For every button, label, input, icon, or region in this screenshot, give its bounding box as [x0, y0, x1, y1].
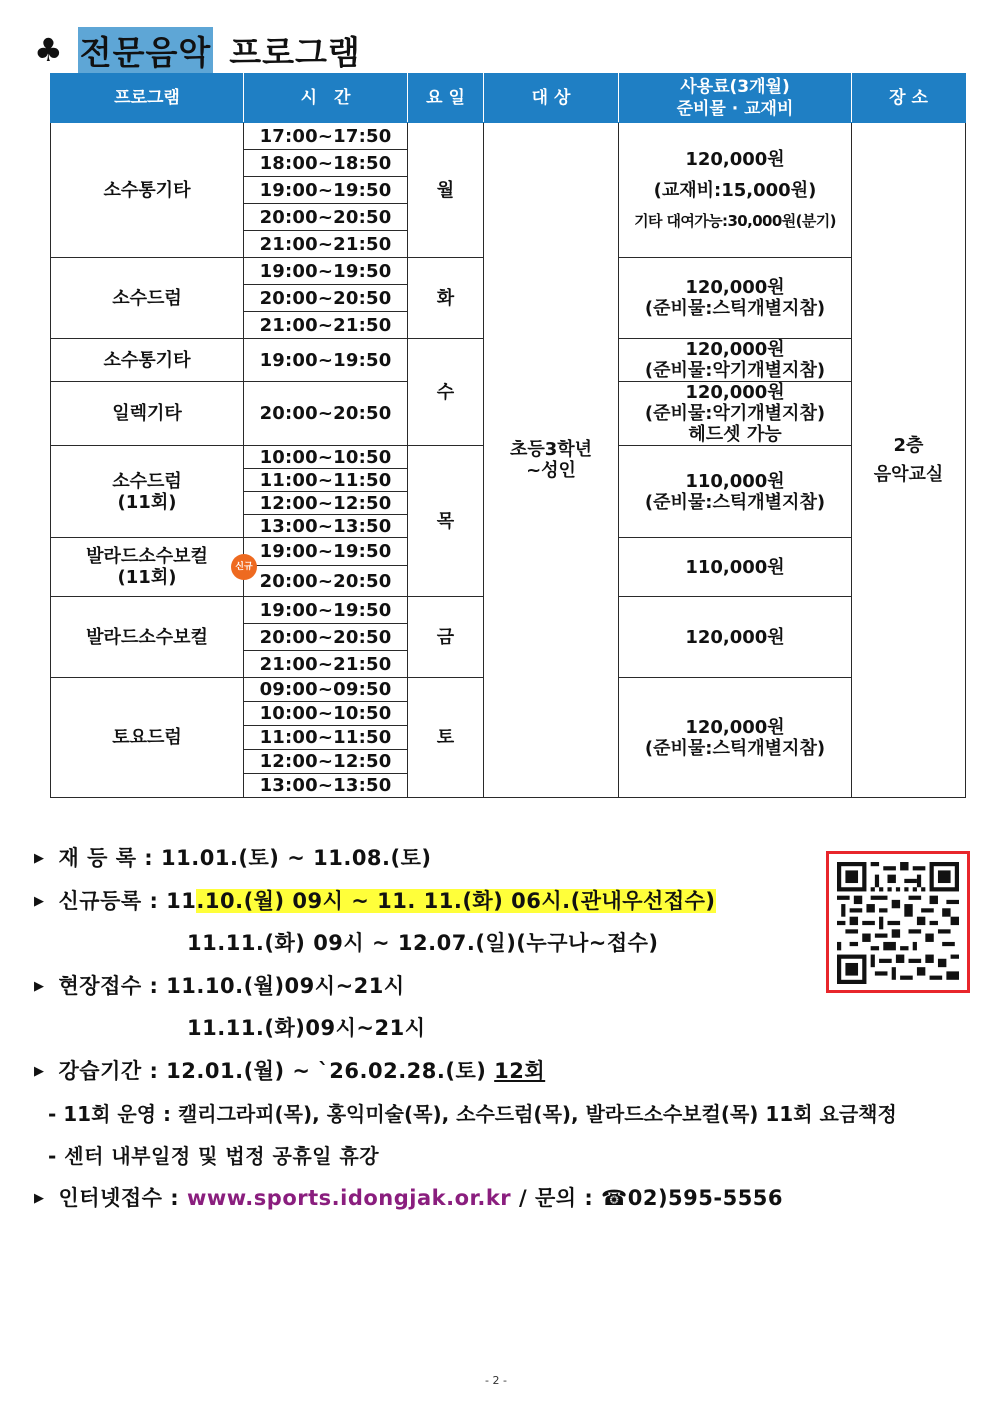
info-note-11: - 11회 운영 : 캘리그라피(목), 홍익미술(목), 소수드럼(목), 발라드소수보컬(목) 11회 요금책정 [48, 1102, 897, 1126]
program-cell [51, 538, 253, 597]
time-cell: 11:00~11:50 [244, 726, 408, 750]
fee-line: 120,000원 [685, 716, 785, 738]
fee-line: (준비물:악기개별지참) [644, 360, 826, 381]
time-cell: 20:00~20:50 [244, 566, 408, 597]
club-icon: ♣ [34, 31, 64, 69]
place-line2: 음악교실 [873, 464, 944, 485]
day-cell: 금 [408, 597, 484, 678]
program-cell: 발라드소수보컬 [51, 597, 244, 678]
fee-line: 120,000원 [685, 148, 785, 170]
place-line1: 2층 [893, 435, 924, 456]
time-cell: 20:00~20:50 [244, 382, 408, 446]
fee-line: (준비물:스틱개별지참) [644, 491, 826, 513]
time-cell: 09:00~09:50 [244, 678, 408, 702]
day-cell: 목 [408, 446, 484, 597]
triangle-bullet-icon: ▶ [34, 894, 45, 909]
fee-cell [619, 678, 852, 798]
info-internet [34, 1182, 783, 1212]
page-title [34, 28, 361, 72]
program-cell: 소수드럼 [51, 258, 244, 339]
time-cell: 21:00~21:50 [244, 231, 408, 258]
program-cell [51, 446, 244, 538]
target-line1: 초등3학년 [509, 439, 593, 460]
info-label: 신규등록 : [58, 889, 159, 913]
program-cell: 소수통기타 [51, 123, 244, 258]
time-cell: 13:00~13:50 [244, 515, 408, 538]
program-wrap [51, 546, 253, 588]
fee-line: 120,000원 [685, 277, 785, 298]
fee-line: 120,000원 [685, 339, 785, 360]
info-value: 11.10.(월)09시~21시 [166, 974, 405, 998]
header-day: 요 일 [408, 74, 484, 123]
info-onsite [34, 970, 405, 1000]
qr-code-icon [837, 862, 959, 984]
time-cell: 19:00~19:50 [244, 177, 408, 204]
fee-line: 110,000원 [685, 556, 785, 578]
program-cell: 일렉기타 [51, 382, 244, 446]
info-value-highlight: .10.(월) 09시 ~ 11. 11.(화) 06시.(관내우선접수) [196, 889, 716, 913]
time-cell: 11:00~11:50 [244, 469, 408, 492]
page-number: - 2 - [485, 1374, 507, 1387]
fee-line: 기타 대여가능:30,000원(분기) [634, 211, 836, 230]
day-cell: 화 [408, 258, 484, 339]
time-cell: 20:00~20:50 [244, 624, 408, 651]
time-cell: 10:00~10:50 [244, 702, 408, 726]
inquiry-text: / 문의 : ☎02)595-5556 [518, 1186, 784, 1210]
triangle-bullet-icon: ▶ [34, 1064, 45, 1079]
triangle-bullet-icon: ▶ [34, 851, 45, 866]
fee-cell [619, 123, 852, 258]
fee-line: (교재비:15,000원) [653, 179, 817, 201]
header-fee-line2: 준비물 · 교재비 [676, 99, 794, 119]
time-cell: 13:00~13:50 [244, 774, 408, 798]
fee-line: 헤드셋 가능 [688, 424, 782, 445]
info-onsite-2: 11.11.(화)09시~21시 [187, 1016, 426, 1040]
header-time: 시 간 [244, 74, 408, 123]
program-cell: 소수통기타 [51, 339, 244, 382]
program-cell: 토요드럼 [51, 678, 244, 798]
info-value: 11.01.(토) ~ 11.08.(토) [161, 846, 432, 870]
fee-cell [619, 382, 852, 446]
time-cell: 19:00~19:50 [244, 597, 408, 624]
header-place: 장 소 [852, 74, 966, 123]
info-reregistration [34, 842, 432, 872]
program-line: 발라드소수보컬 [86, 546, 208, 567]
fee-cell [619, 597, 852, 678]
fee-line: 120,000원 [685, 626, 785, 648]
schedule-table [50, 73, 966, 798]
time-cell: 19:00~19:50 [244, 258, 408, 285]
program-line: (11회) [117, 567, 177, 588]
title-highlight: 전문음악 [78, 27, 214, 74]
info-count: 12회 [494, 1059, 546, 1083]
time-cell: 21:00~21:50 [244, 312, 408, 339]
fee-line: 120,000원 [685, 382, 785, 403]
info-note-holiday: - 센터 내부일정 및 법정 공휴일 휴강 [48, 1144, 380, 1168]
triangle-bullet-icon: ▶ [34, 979, 45, 994]
target-line2: ~성인 [526, 460, 576, 481]
time-cell: 20:00~20:50 [244, 285, 408, 312]
time-cell: 20:00~20:50 [244, 204, 408, 231]
time-cell: 19:00~19:50 [244, 538, 408, 566]
fee-line: (준비물:스틱개별지참) [644, 737, 826, 759]
day-cell: 토 [408, 678, 484, 798]
day-cell: 월 [408, 123, 484, 258]
info-period [34, 1055, 545, 1085]
fee-line: 110,000원 [685, 470, 785, 492]
header-fee-line1: 사용료(3개월) [680, 77, 790, 97]
target-cell [484, 123, 619, 798]
fee-line: (준비물:악기개별지참) [644, 403, 826, 424]
new-badge: 신규 [231, 554, 257, 580]
fee-cell [619, 446, 852, 538]
program-line: (11회) [117, 491, 177, 513]
time-cell: 18:00~18:50 [244, 150, 408, 177]
title-rest: 프로그램 [229, 32, 361, 72]
place-cell [852, 123, 966, 798]
fee-cell [619, 339, 852, 382]
header-program: 프로그램 [51, 74, 244, 123]
info-label: 재 등 록 : [58, 846, 154, 870]
website-link[interactable]: www.sports.idongjak.or.kr [186, 1186, 512, 1210]
time-cell: 19:00~19:50 [244, 339, 408, 382]
fee-line: (준비물:스틱개별지참) [644, 298, 826, 319]
info-new-registration [34, 885, 716, 915]
header-target: 대 상 [484, 74, 619, 123]
time-cell: 12:00~12:50 [244, 750, 408, 774]
time-cell: 10:00~10:50 [244, 446, 408, 469]
info-value: 11 [166, 889, 197, 913]
fee-cell [619, 538, 852, 597]
fee-cell [619, 258, 852, 339]
info-label: 현장접수 : [58, 974, 159, 998]
day-cell: 수 [408, 339, 484, 446]
info-new-registration-2: 11.11.(화) 09시 ~ 12.07.(일)(누구나~접수) [187, 931, 659, 955]
info-label: 인터넷접수 : [58, 1186, 180, 1210]
qr-code[interactable] [826, 851, 970, 993]
header-fee [619, 74, 852, 123]
time-cell: 21:00~21:50 [244, 651, 408, 678]
time-cell: 17:00~17:50 [244, 123, 408, 150]
triangle-bullet-icon: ▶ [34, 1191, 45, 1206]
info-value: 12.01.(월) ~ `26.02.28.(토) [166, 1059, 487, 1083]
time-cell: 12:00~12:50 [244, 492, 408, 515]
program-line: 소수드럼 [112, 470, 182, 492]
info-label: 강습기간 : [58, 1059, 159, 1083]
